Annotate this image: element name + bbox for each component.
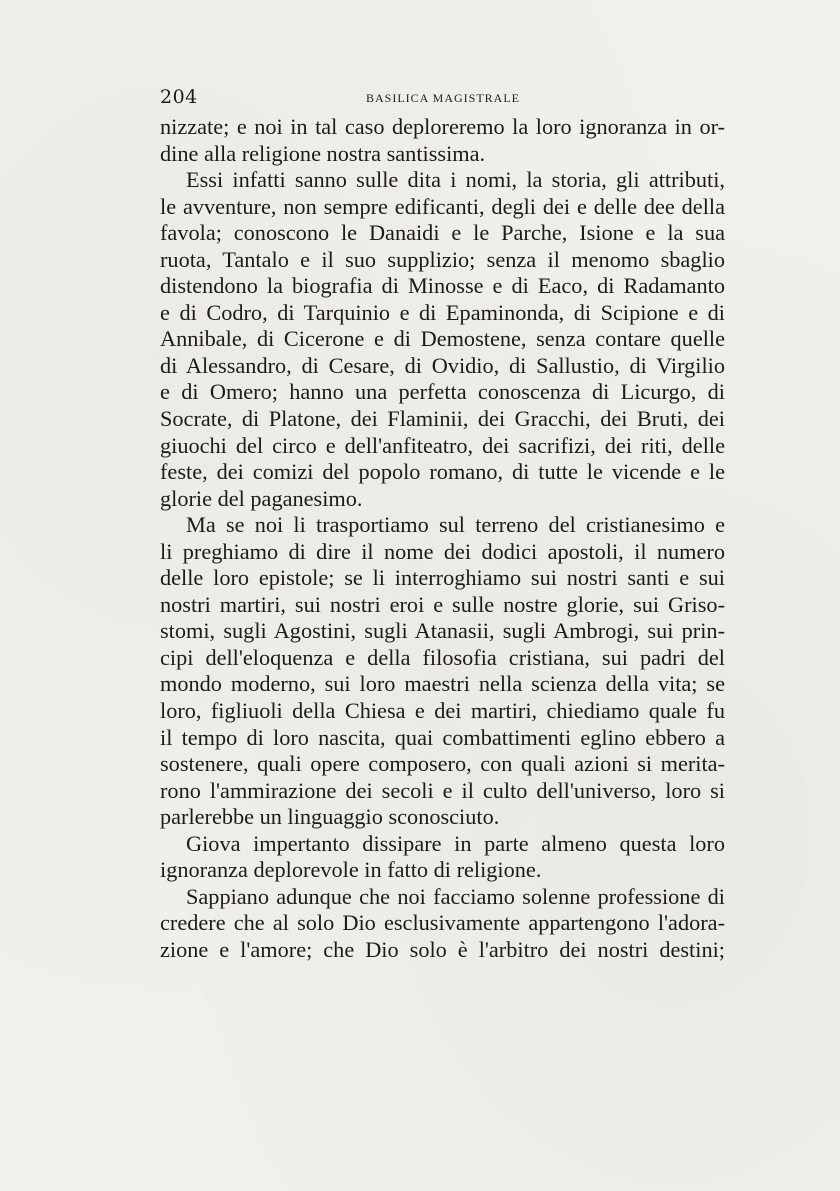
paragraph bbox=[160, 114, 725, 167]
text-line: sostenere, quali opere composero, con quali azioni si merita- bbox=[160, 751, 725, 777]
page-number: 204 bbox=[160, 86, 198, 108]
text-line: stomi, sugli Agostini, sugli Atanasii, sugli Ambrogi, sui prin- bbox=[160, 618, 725, 644]
text-line: credere che al solo Dio esclusivamente appartengono l'adora- bbox=[160, 910, 725, 936]
text-line: Socrate, di Platone, dei Flaminii, dei Gracchi, dei Bruti, dei bbox=[160, 406, 725, 432]
paragraph bbox=[160, 831, 725, 884]
text-line: zione e l'amore; che Dio solo è l'arbitro dei nostri destini; bbox=[160, 936, 725, 962]
text-line: Ma se noi li trasportiamo sul terreno del cristianesimo e bbox=[186, 512, 725, 538]
paragraph bbox=[160, 512, 725, 831]
page-header bbox=[160, 86, 725, 110]
text-line: giuochi del circo e dell'anfiteatro, dei sacrifizi, dei riti, delle bbox=[160, 432, 725, 458]
text-line: rono l'ammirazione dei secoli e il culto dell'universo, loro si bbox=[160, 777, 725, 803]
text-line: e di Omero; hanno una perfetta conoscenza di Licurgo, di bbox=[160, 379, 725, 405]
text-line: Giova impertanto dissipare in parte almeno questa loro bbox=[186, 830, 725, 856]
text-line: il tempo di loro nascita, quai combattimenti eglino ebbero a bbox=[160, 724, 725, 750]
text-line: loro, figliuoli della Chiesa e dei martiri, chiediamo quale fu bbox=[160, 698, 725, 724]
text-line: le avventure, non sempre edificanti, degli dei e delle dee della bbox=[160, 193, 725, 219]
running-title: BASILICA MAGISTRALE bbox=[366, 91, 521, 105]
text-line: Annibale, di Cicerone e di Demostene, senza contare quelle bbox=[160, 326, 725, 352]
text-line: li preghiamo di dire il nome dei dodici apostoli, il numero bbox=[160, 538, 725, 564]
text-line: Essi infatti sanno sulle dita i nomi, la storia, gli attributi, bbox=[186, 167, 725, 193]
paragraph bbox=[160, 167, 725, 512]
text-line: Sappiano adunque che noi facciamo solenne professione di bbox=[186, 883, 725, 909]
text-line: delle loro epistole; se li interroghiamo sui nostri santi e sui bbox=[160, 565, 725, 591]
paragraph bbox=[160, 884, 725, 964]
text-line: feste, dei comizi del popolo romano, di tutte le vicende e le bbox=[160, 459, 725, 485]
text-line: glorie del paganesimo. bbox=[160, 485, 363, 511]
text-line: nostri martiri, sui nostri eroi e sulle nostre glorie, sui Griso- bbox=[160, 591, 725, 617]
text-line: dine alla religione nostra santissima. bbox=[160, 140, 486, 166]
text-line: e di Codro, di Tarquinio e di Epaminonda, di Scipione e di bbox=[160, 299, 725, 325]
text-line: ruota, Tantalo e il suo supplizio; senza il menomo sbaglio bbox=[160, 246, 725, 272]
text-line: parlerebbe un linguaggio sconosciuto. bbox=[160, 804, 500, 830]
text-line: cipi dell'eloquenza e della filosofia cristiana, sui padri del bbox=[160, 644, 725, 670]
text-line: distendono la biografia di Minosse e di Eaco, di Radamanto bbox=[160, 273, 725, 299]
text-line: mondo moderno, sui loro maestri nella scienza della vita; se bbox=[160, 671, 725, 697]
text-line: di Alessandro, di Cesare, di Ovidio, di Sallustio, di Virgilio bbox=[160, 352, 725, 378]
body-text bbox=[160, 114, 725, 964]
text-line: favola; conoscono le Danaidi e le Parche, Isione e la sua bbox=[160, 220, 725, 246]
text-line: ignoranza deplorevole in fatto di religione. bbox=[160, 857, 542, 883]
text-line: nizzate; e noi in tal caso deploreremo la loro ignoranza in or- bbox=[160, 114, 725, 139]
